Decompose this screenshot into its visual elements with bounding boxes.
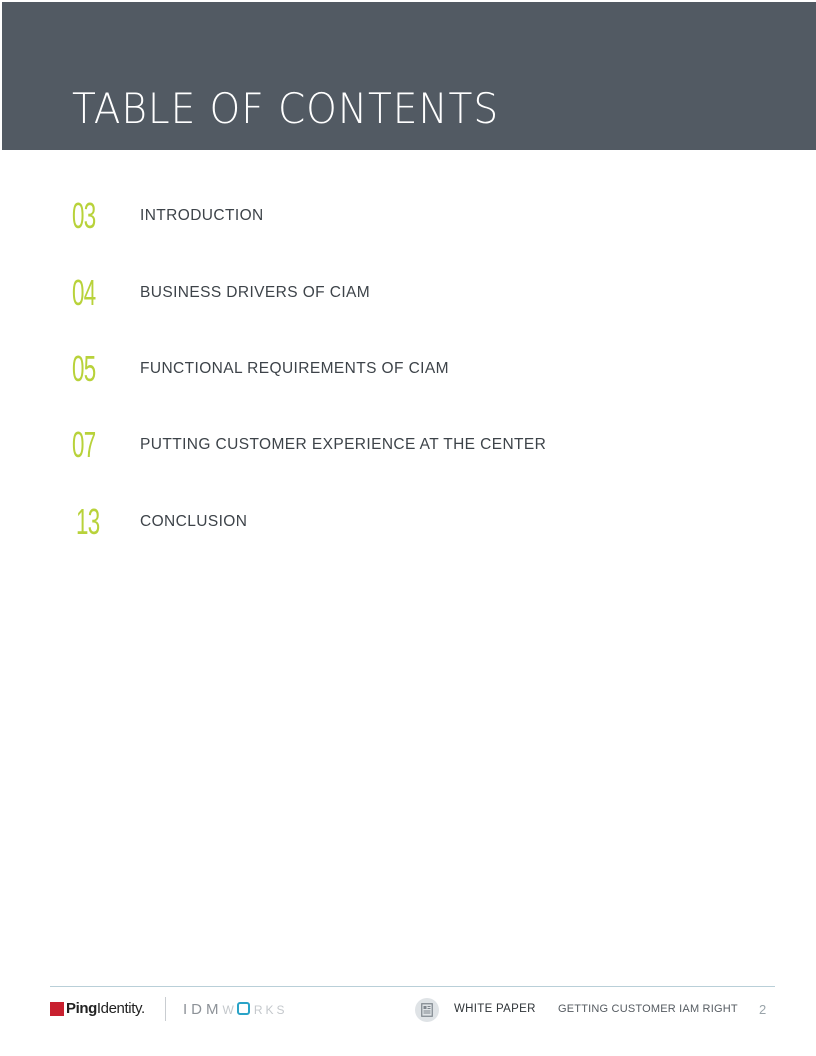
footer-doc-type: WHITE PAPER xyxy=(454,1003,536,1015)
idmworks-o-mark xyxy=(237,1002,250,1015)
logo-separator xyxy=(165,997,166,1021)
document-icon xyxy=(415,998,439,1022)
page-title: TABLE OF CONTENTS xyxy=(72,84,500,133)
toc-page-number: 13 xyxy=(76,501,100,542)
toc-entry[interactable] xyxy=(0,502,816,542)
toc-entry[interactable] xyxy=(0,349,816,389)
toc-entry[interactable] xyxy=(0,273,816,313)
toc-page-number: 04 xyxy=(72,272,96,313)
footer-page-number: 2 xyxy=(759,1002,767,1017)
toc-entry[interactable] xyxy=(0,425,816,465)
header-banner xyxy=(2,2,816,150)
toc-page-number: 03 xyxy=(72,195,96,236)
toc-label: BUSINESS DRIVERS OF CIAM xyxy=(140,284,371,301)
ping-logo-mark xyxy=(50,1002,64,1016)
footer-doc-title: GETTING CUSTOMER IAM RIGHT xyxy=(558,1003,738,1015)
footer-divider xyxy=(50,986,775,987)
toc-label: PUTTING CUSTOMER EXPERIENCE AT THE CENTER xyxy=(140,436,547,453)
toc-page-number: 05 xyxy=(72,348,96,389)
ping-logo-wordmark: PingIdentity. xyxy=(66,1000,145,1017)
toc-entry[interactable] xyxy=(0,196,816,236)
toc-label: INTRODUCTION xyxy=(140,207,264,224)
toc-label: FUNCTIONAL REQUIREMENTS OF CIAM xyxy=(140,360,449,377)
toc-page-number: 07 xyxy=(72,424,96,465)
idmworks-logo: IDMW RKS xyxy=(183,1001,288,1018)
toc-label: CONCLUSION xyxy=(140,513,248,530)
